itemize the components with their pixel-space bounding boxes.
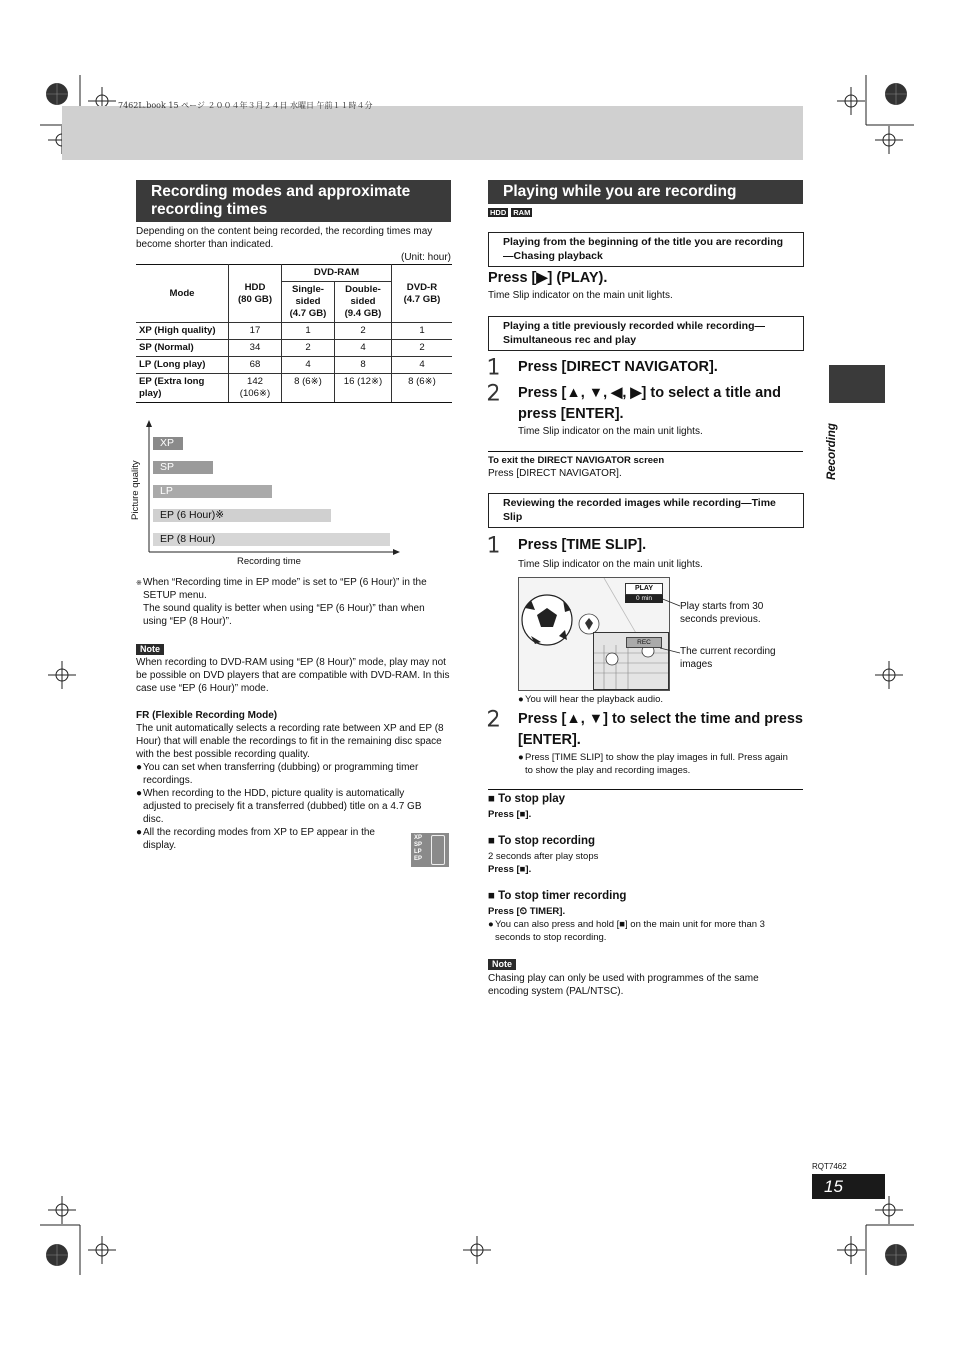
stop-recording-text-1: 2 seconds after play stops xyxy=(488,851,599,862)
print-header: 7462L.book 15 ページ ２００４年３月２４日 水曜日 午前１１時４分 xyxy=(118,101,373,110)
exit-title: To exit the DIRECT NAVIGATOR screen xyxy=(488,455,665,466)
graph-bar-ep6: EP (6 Hour)※ xyxy=(153,509,331,522)
time-slip-step-2-text: Press [▲, ▼] to select the time and press [ENTER]. xyxy=(518,711,803,748)
footnote-1: When “Recording time in EP mode” is set to “EP (6 Hour)” in the SETUP menu. xyxy=(143,577,427,601)
col-single: Single- sided (4.7 GB) xyxy=(282,282,335,323)
square-bullet-icon: ■ xyxy=(488,835,499,847)
bullet-icon: ● xyxy=(136,762,143,773)
bullet-icon: ● xyxy=(136,788,143,799)
section-title-recording-modes: Recording modes and approximate recording times xyxy=(136,180,451,222)
step-number-2: 2 xyxy=(487,381,501,405)
time-slip-bullet: Press [TIME SLIP] to show the play images in full. Press again to show the play and recording images. xyxy=(525,752,788,776)
unit-display-image xyxy=(411,833,449,867)
recording-times-table xyxy=(136,264,452,403)
seven-seg-icon xyxy=(431,835,445,865)
tsi-text-2: Time Slip indicator on the main unit lights. xyxy=(518,426,703,437)
stop-play-heading: ■ To stop play xyxy=(488,793,566,805)
step-number-1: 1 xyxy=(487,533,501,557)
time-indicator: 0 min xyxy=(625,595,663,603)
box-chasing-playback: Playing from the beginning of the title you are recording—Chasing playback xyxy=(488,232,804,267)
tsi-text-3: Time Slip indicator on the main unit lights. xyxy=(518,559,703,570)
fr-text: The unit automatically selects a recording rate between XP and EP (8 Hour) that will enable the recordings to fit in the remaining disc space with the best possible recording quality. xyxy=(136,723,444,760)
tsi-text-1: Time Slip indicator on the main unit lights. xyxy=(488,290,673,301)
disc-badges xyxy=(488,207,535,218)
note-text-right: Chasing play can only be used with programmes of the same encoding system (PAL/NTSC). xyxy=(488,973,759,997)
note-text: When recording to DVD-RAM using “EP (8 Hour)” mode, play may not be possible on DVD players that are compatible with DVD-RAM. In this case use “EP (6 Hour)” mode. xyxy=(136,657,450,694)
divider xyxy=(488,451,803,452)
header-band xyxy=(62,106,803,160)
step-2-text: Press [▲, ▼, ◀, ▶] to select a title and press [ENTER]. xyxy=(518,385,781,422)
callout-current-recording: The current recording images xyxy=(680,646,776,670)
col-double: Double- sided (9.4 GB) xyxy=(335,282,392,323)
fr-bullet-2: When recording to the HDD, picture quality is automatically adjusted to precisely fit a transferred (dubbed) title on a 4.7 GB disc. xyxy=(143,788,422,825)
rec-indicator: REC xyxy=(626,637,662,648)
table-row: XP (High quality) 17 1 2 1 xyxy=(136,323,452,340)
fr-bullet-3: All the recording modes from XP to EP appear in the display. xyxy=(143,827,375,851)
badge-ram: RAM xyxy=(513,208,531,217)
square-bullet-icon: ■ xyxy=(488,793,499,805)
step-number-1: 1 xyxy=(487,355,501,379)
model-code: RQT7462 xyxy=(812,1162,847,1171)
table-row: EP (Extra long play) 142 (106※) 8 (6※) 16 (12※) 8 (6※) xyxy=(136,374,452,403)
col-dvdr: DVD-R (4.7 GB) xyxy=(392,265,453,323)
callout-play-starts: Play starts from 30 seconds previous. xyxy=(680,601,764,625)
side-tab xyxy=(829,365,885,403)
bullet-icon: ● xyxy=(136,827,143,838)
note-badge: Note xyxy=(136,644,164,655)
square-bullet-icon: ■ xyxy=(488,890,499,902)
graph-y-label: Picture quality xyxy=(130,460,141,520)
play-indicator: PLAY xyxy=(625,583,663,595)
intro-text: Depending on the content being recorded, the recording times may become shorter than indicated. xyxy=(136,226,433,250)
exit-text: Press [DIRECT NAVIGATOR]. xyxy=(488,468,622,479)
step-number-2: 2 xyxy=(487,707,501,731)
table-row: SP (Normal) 34 2 4 2 xyxy=(136,340,452,357)
graph-bar-xp: XP xyxy=(153,437,183,450)
press-play: Press [▶] (PLAY). xyxy=(488,270,608,286)
page-number: 15 xyxy=(812,1174,885,1199)
graph-x-label: Recording time xyxy=(237,556,301,567)
time-slip-illustration xyxy=(518,577,670,691)
stop-timer-bullet: You can also press and hold [■] on the main unit for more than 3 seconds to stop recording. xyxy=(495,919,765,943)
table-row: LP (Long play) 68 4 8 4 xyxy=(136,357,452,374)
col-dvdram: DVD-RAM xyxy=(282,265,392,282)
note-badge: Note xyxy=(488,959,516,970)
bullet-icon: ● xyxy=(518,752,524,763)
graph-bar-sp: SP xyxy=(153,461,213,474)
badge-hdd: HDD xyxy=(490,208,507,217)
fr-bullet-1: You can set when transferring (dubbing) or programming timer recordings. xyxy=(143,762,419,786)
time-slip-step-1-text: Press [TIME SLIP]. xyxy=(518,537,647,553)
stop-timer-text: Press [⏲ TIMER]. xyxy=(488,906,566,917)
quality-graph xyxy=(130,420,400,570)
section-title-playing: Playing while you are recording xyxy=(488,180,803,204)
bullet-icon: ● xyxy=(518,694,524,705)
fr-title: FR (Flexible Recording Mode) xyxy=(136,710,278,721)
footnote-mark: ※ xyxy=(136,580,142,587)
col-hdd: HDD (80 GB) xyxy=(229,265,282,323)
step-1-text: Press [DIRECT NAVIGATOR]. xyxy=(518,359,718,375)
side-label: Recording xyxy=(826,423,838,480)
box-simultaneous: Playing a title previously recorded while recording—Simultaneous rec and play xyxy=(488,316,804,351)
graph-bar-ep8: EP (8 Hour) xyxy=(153,533,390,546)
display-modes: XP SP LP EP xyxy=(414,835,423,862)
footnote-2: The sound quality is better when using “EP (6 Hour)” than when using “EP (8 Hour)”. xyxy=(143,603,425,627)
col-mode: Mode xyxy=(136,265,229,323)
stop-timer-heading: ■ To stop timer recording xyxy=(488,890,627,902)
unit-label: (Unit: hour) xyxy=(400,252,451,263)
recording-inset xyxy=(593,632,669,690)
graph-bar-lp: LP xyxy=(153,485,272,498)
box-time-slip: Reviewing the recorded images while recording—Time Slip xyxy=(488,493,804,528)
audio-note: You will hear the playback audio. xyxy=(525,694,664,705)
stop-play-text: Press [■]. xyxy=(488,809,532,820)
bullet-icon: ● xyxy=(488,919,494,930)
stop-recording-text-2: Press [■]. xyxy=(488,864,532,875)
divider xyxy=(488,789,803,790)
stop-recording-heading: ■ To stop recording xyxy=(488,835,596,847)
